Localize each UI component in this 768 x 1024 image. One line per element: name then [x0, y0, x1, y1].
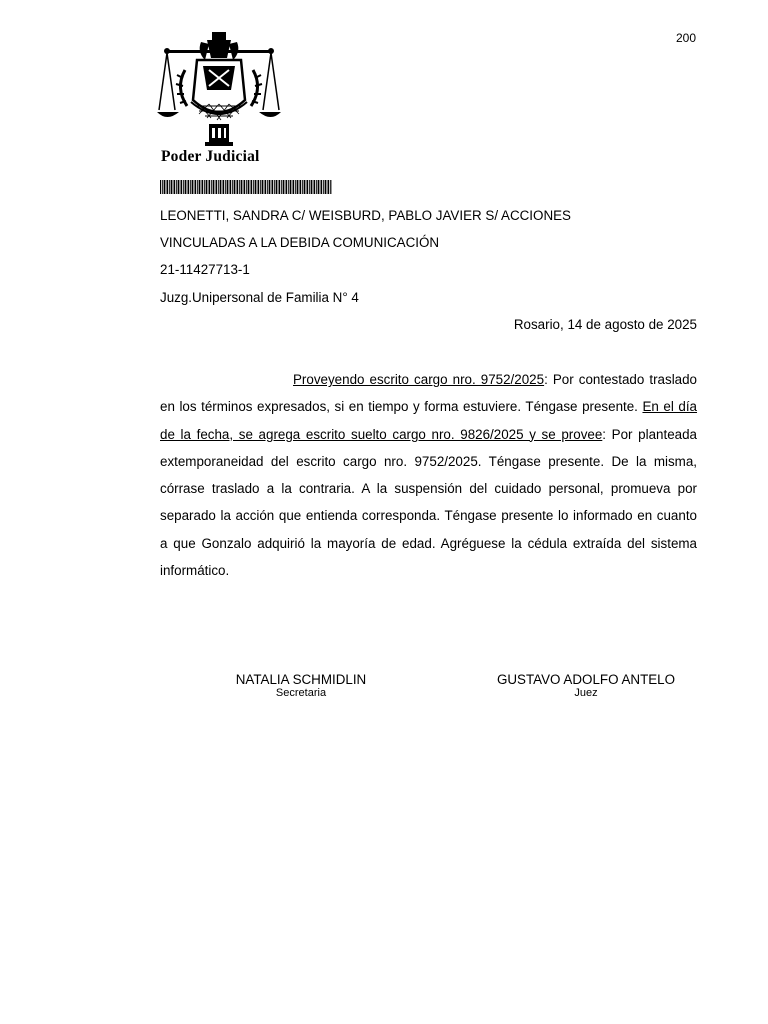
institution-name: Poder Judicial	[161, 148, 260, 165]
case-caption-line-1: LEONETTI, SANDRA C/ WEISBURD, PABLO JAVIER S/ ACCIONES	[160, 208, 571, 223]
signature-block-secretary	[218, 672, 384, 699]
resolution-body	[160, 366, 697, 584]
case-caption-line-2: VINCULADAS A LA DEBIDA COMUNICACIÓN	[160, 235, 440, 250]
body-reference-1: Proveyendo escrito cargo nro. 9752/2025	[293, 372, 545, 387]
page-number: 200	[676, 31, 697, 45]
court-name: Juzg.Unipersonal de Familia N° 4	[160, 290, 359, 305]
barcode	[160, 180, 332, 194]
body-reference-2: En el día de la fecha, se agrega escrito suelto cargo nro. 9826/2025 y se provee	[160, 399, 698, 442]
signer-role: Secretaria	[275, 687, 327, 699]
signer-role: Juez	[574, 687, 598, 699]
case-number: 21-11427713-1	[160, 262, 250, 277]
signature-block-judge	[478, 672, 694, 699]
judicial-scales-seal-icon	[157, 30, 281, 150]
body-text-1: : Por contestado traslado en los términos expresados, si en tiempo y forma estuviere. Téngase presente.	[160, 372, 698, 415]
body-text-2: : Por planteada extemporaneidad del escrito cargo nro. 9752/2025. Téngase presente. De la misma, córrase traslado a la contraria. A la suspensión del cuidado personal, promueva por separado la acción que entienda corresponda. Téngase presente lo informado en cuanto a que Gonzalo adquirió la mayoría de edad. Agréguese la cédula extraída del sistema informático.	[160, 426, 697, 579]
signer-name: GUSTAVO ADOLFO ANTELO	[496, 672, 676, 687]
signer-name: NATALIA SCHMIDLIN	[235, 672, 367, 687]
date-line: Rosario, 14 de agosto de 2025	[513, 317, 697, 332]
